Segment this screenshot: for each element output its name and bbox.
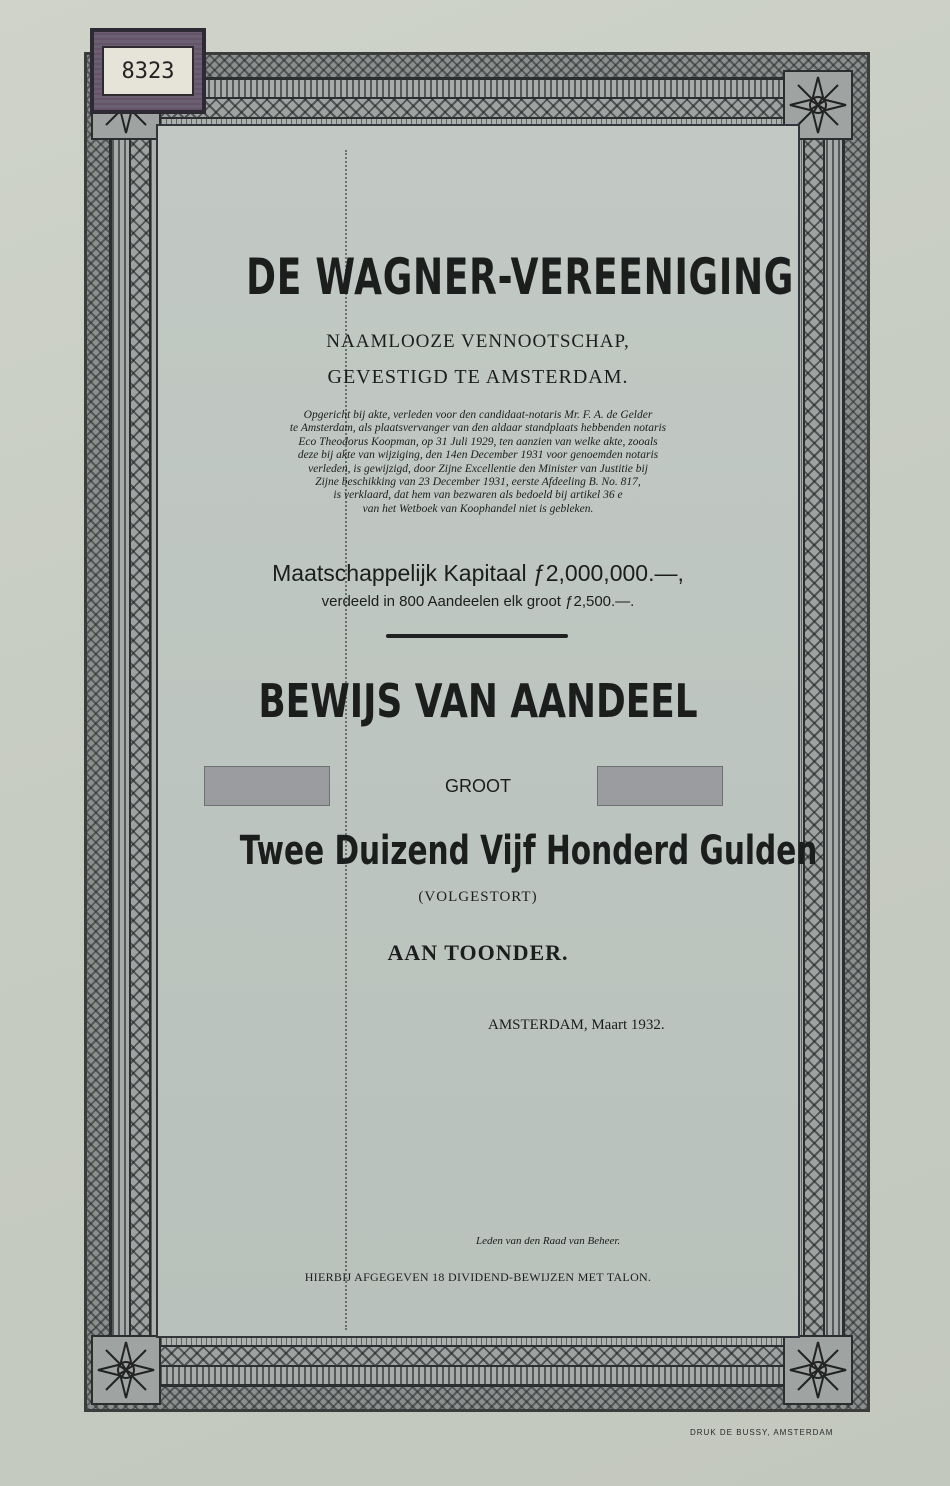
groot-label: GROOT xyxy=(445,776,511,796)
founding-line: Zijne beschikking van 23 December 1931, eerste Afdeeling B. No. 817, xyxy=(315,476,641,489)
certificate-number-box xyxy=(90,28,206,114)
divider-rule xyxy=(386,634,568,638)
bearer-label: AAN TOONDER. xyxy=(387,940,569,965)
document-heading: BEWIJS VAN AANDEEL xyxy=(258,674,698,728)
company-seat: GEVESTIGD TE AMSTERDAM. xyxy=(327,366,629,388)
certificate-panel xyxy=(156,124,818,1338)
capital-division: verdeeld in 800 Aandeelen elk groot ƒ2,500.—. xyxy=(321,593,635,610)
place-date: AMSTERDAM, Maart 1932. xyxy=(488,1017,665,1033)
founding-line: verleden, is gewijzigd, door Zijne Excellentie den Minister van Justitie bij xyxy=(308,462,648,475)
founding-line: te Amsterdam, als plaatsvervanger van den aldaar standplaats hebbenden notaris xyxy=(289,422,667,435)
founding-line: deze bij akte van wijziging, den 14en December 1931 voor genoemden notaris xyxy=(297,449,659,462)
founding-line: Opgericht bij akte, verleden voor den candidaat-notaris Mr. F. A. de Gelder xyxy=(303,409,653,421)
corner-rosette-icon xyxy=(91,1335,161,1405)
value-bar-right xyxy=(597,766,723,806)
founding-line: is verklaard, dat hem van bezwaren als bedoeld bij artikel 36 e xyxy=(333,489,623,502)
founding-text xyxy=(220,409,736,516)
certificate-number: 8323 xyxy=(102,46,194,96)
corner-rosette-icon xyxy=(783,1335,853,1405)
share-amount: Twee Duizend Vijf Honderd Gulden xyxy=(239,828,818,874)
company-type: NAAMLOOZE VENNOOTSCHAP, xyxy=(326,331,630,352)
printer-imprint: DRUK DE BUSSY, AMSTERDAM xyxy=(690,1428,834,1437)
board-signature-caption: Leden van den Raad van Beheer. xyxy=(476,1235,621,1247)
perforation-line xyxy=(345,150,347,1330)
founding-line: van het Wetboek van Koophandel niet is gebleken. xyxy=(362,502,594,515)
share-capital: Maatschappelijk Kapitaal ƒ2,000,000.—, xyxy=(272,560,684,586)
founding-line: Eco Theodorus Koopman, op 31 Juli 1929, ten aanzien van welke akte, zooals xyxy=(298,435,658,448)
dividend-note: HIERBIJ AFGEGEVEN 18 DIVIDEND-BEWIJZEN MET TALON. xyxy=(304,1270,652,1284)
company-name: DE WAGNER-VEREENIGING xyxy=(246,248,795,306)
paid-status: (VOLGESTORT) xyxy=(418,889,538,905)
